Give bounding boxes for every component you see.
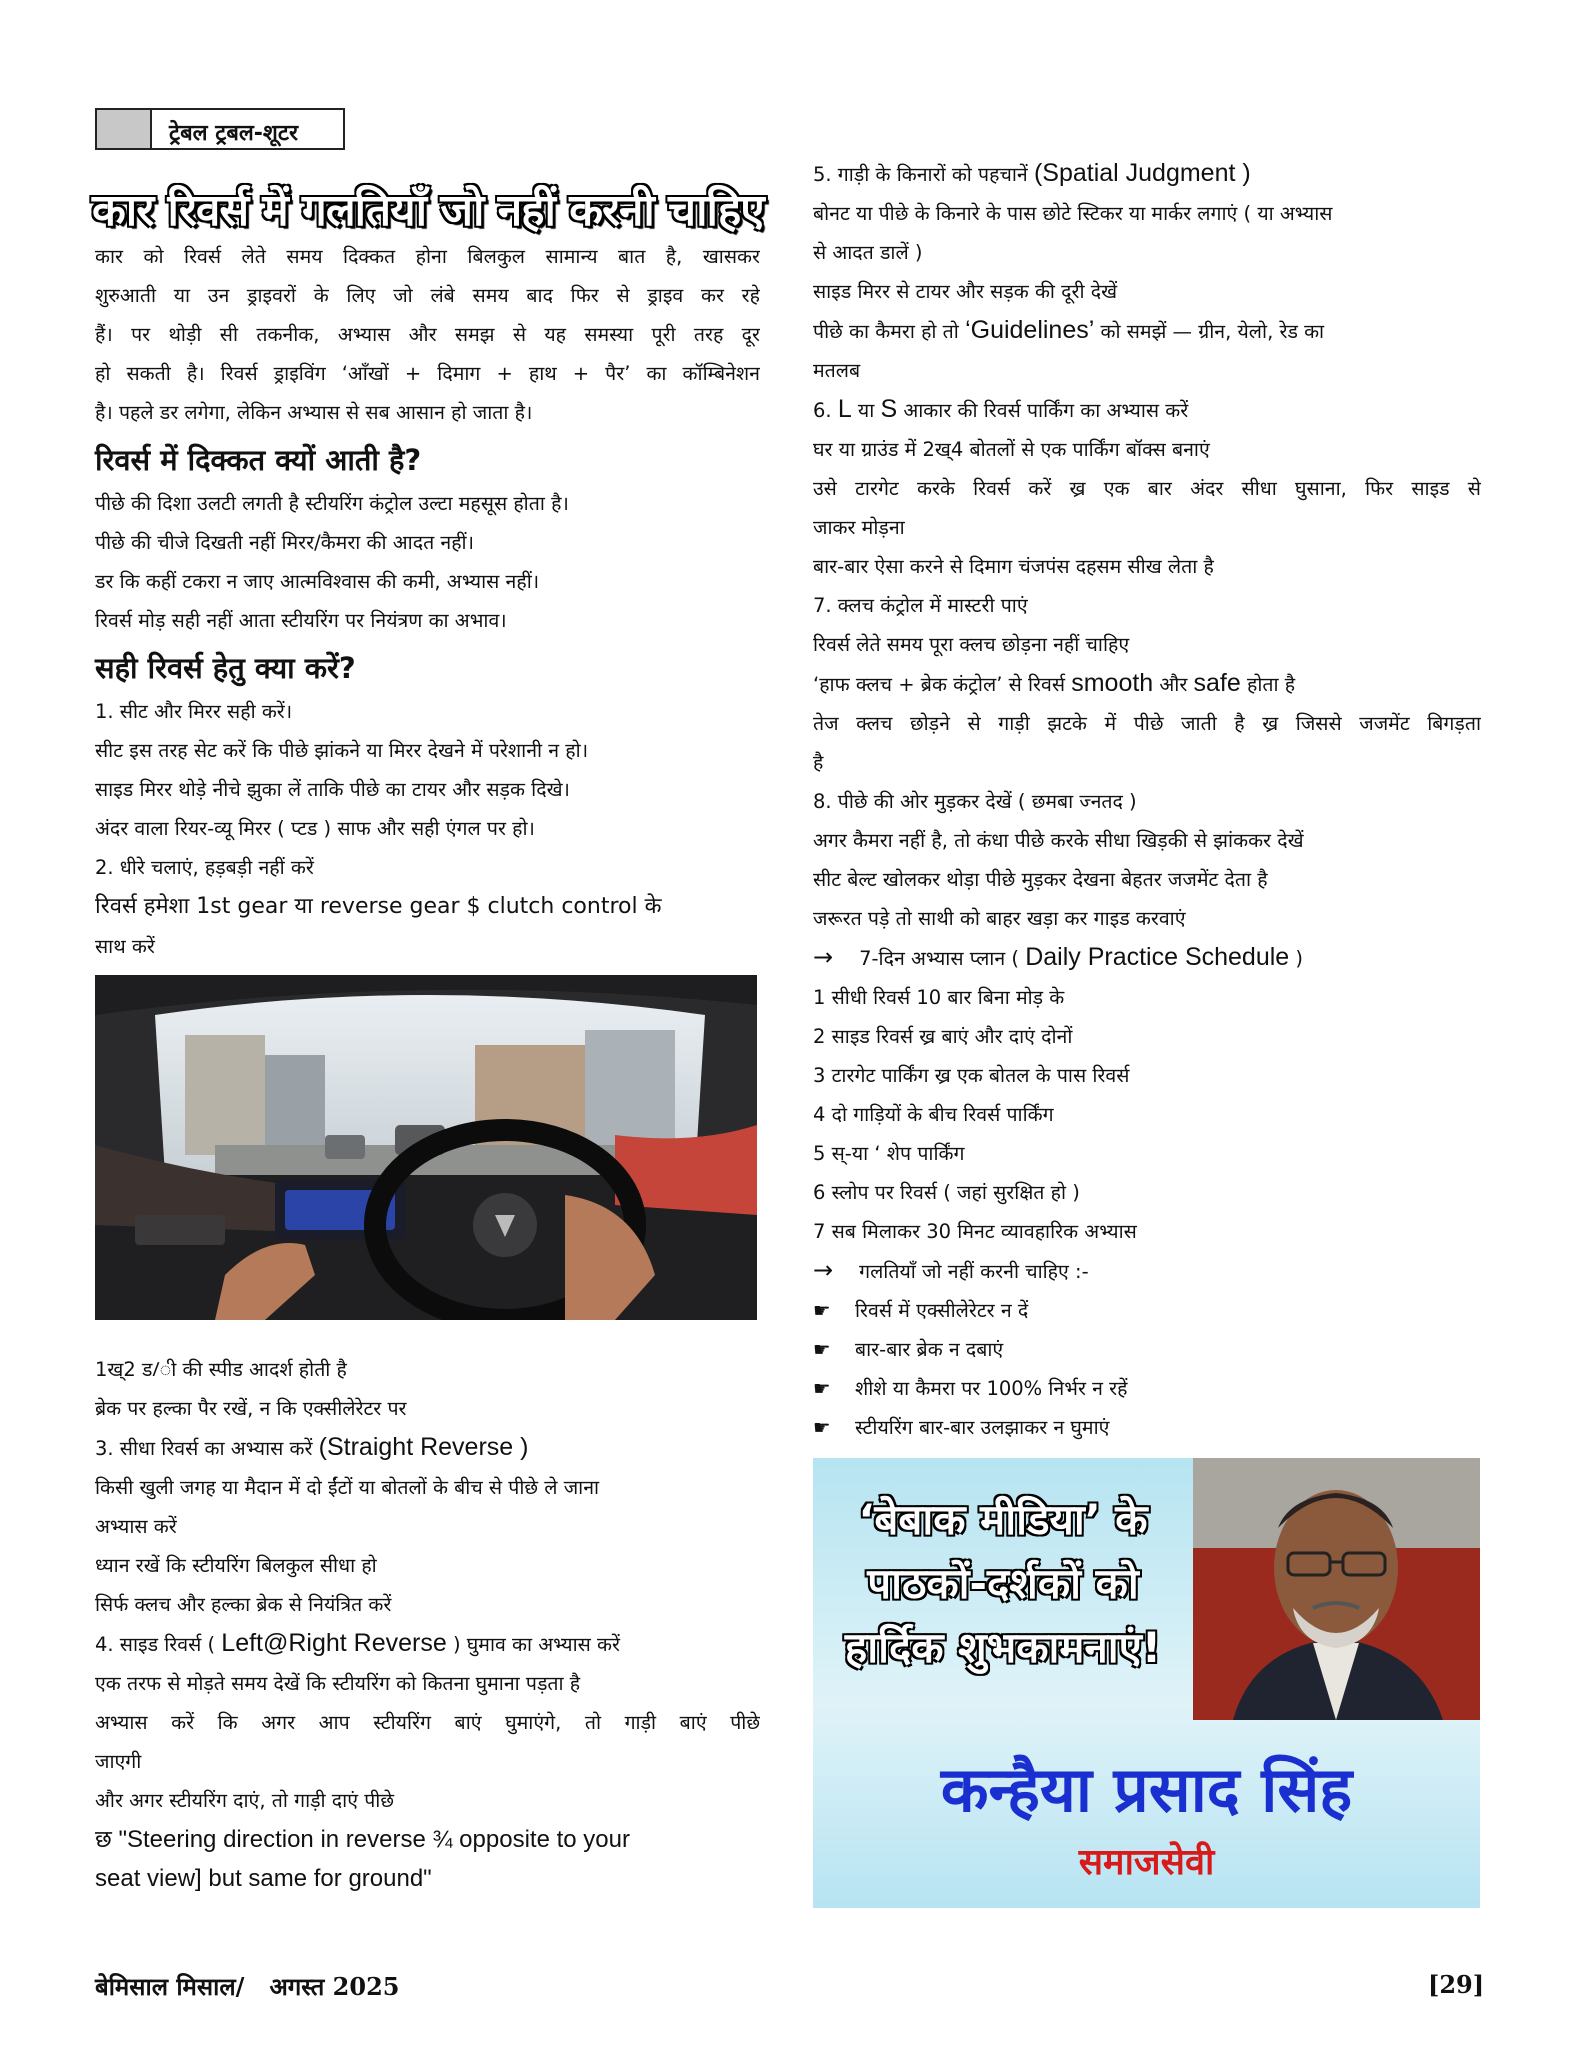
point-7-line-en2: safe: [1193, 669, 1241, 697]
footer-publication: बेमिसाल मिसाल/ अगस्त 2025: [95, 1972, 400, 2001]
section-tag-marker: [97, 110, 152, 148]
mistake-text: शीशे या कैमरा पर 100% निर्भर न रहें: [855, 1377, 1128, 1400]
mistakes-title: [813, 1251, 1481, 1291]
mistake-item: [813, 1330, 1481, 1369]
point-4-line: एक तरफ से मोड़ते समय देखें कि स्टीयरिंग को कितना घुमाना पड़ता है: [95, 1672, 581, 1695]
ad-greeting-line: पाठकों-दर्शकों को: [867, 1559, 1139, 1608]
point-7-line-b: और: [1153, 673, 1194, 696]
point-8-line: अगर कैमरा नहीं है, तो कंधा पीछे करके सीधा खिड़की से झांककर देखें: [813, 829, 1304, 852]
point-5-camera-en: ‘Guidelines’: [965, 316, 1095, 344]
point-4-title: [95, 1624, 760, 1664]
article-headline: कार रिवर्स में गलतियाँ जो नहीं करनी चाहिए: [92, 185, 764, 236]
portrait-photo: [1193, 1458, 1480, 1720]
point-7-line: है: [813, 751, 824, 774]
car-interior-photo: [95, 975, 757, 1320]
point-6-title-en: L: [837, 395, 852, 423]
left-column-lower: [95, 1350, 760, 1898]
point-5-title-hi: 5. गाड़ी के किनारों को पहचानें: [813, 163, 1034, 186]
plan-title-hi: 7-दिन अभ्यास प्लान (: [859, 947, 1026, 970]
point-8-title: 8. पीछे की ओर मुड़कर देखें ( छमबा ज्नतद ): [813, 790, 1137, 813]
point-7-line-c: होता है: [1240, 673, 1296, 696]
point-8-line: जरूरत पड़े तो साथी को बाहर खड़ा कर गाइड करवाएं: [813, 907, 1186, 930]
how-line: 2. धीरे चलाएं, हड़बड़ी नहीं करें: [95, 856, 314, 879]
point-4-title-en: Left@Right Reverse: [221, 1629, 447, 1657]
mistake-item: [813, 1291, 1481, 1330]
how-line: अंदर वाला रियर-व्यू मिरर ( प्टड ) साफ और सही एंगल पर हो।: [95, 817, 535, 840]
point-3-title: [95, 1428, 760, 1468]
plan-title-en: Daily Practice Schedule: [1025, 943, 1290, 971]
point-6-line: उसे टारगेट करके रिवर्स करें ख्र एक बार अंदर सीधा घुसाना, फिर साइड से: [813, 477, 1481, 500]
greeting-advertisement: [813, 1458, 1480, 1908]
point-5-title: [813, 154, 1481, 194]
arrow-right-icon: →: [813, 943, 834, 971]
point-7-line-a: ‘हाफ क्लच + ब्रेक कंट्रोल’ से रिवर्स: [813, 673, 1072, 696]
point-4-line: अभ्यास करें कि अगर आप स्टीयरिंग बाएं घुमाएंगे, तो गाड़ी बाएं पीछे: [95, 1711, 760, 1734]
intro-line: कार को रिवर्स लेते समय दिक्कत होना बिलकुल सामान्य बात है, खासकर: [95, 245, 760, 268]
point-8-line: सीट बेल्ट खोलकर थोड़ा पीछे मुड़कर देखना बेहतर जजमेंट देता है: [813, 868, 1268, 891]
how-line: सीट इस तरह सेट करें कि पीछे झांकने या मिरर देखने में परेशानी न हो।: [95, 739, 589, 762]
point-7-line: रिवर्स लेते समय पूरा क्लच छोड़ना नहीं चाहिए: [813, 633, 1130, 656]
left-column: [95, 237, 760, 966]
page-number: [29]: [1428, 1970, 1485, 1999]
plan-item: 3 टारगेट पार्किंग ख्र एक बोतल के पास रिवर्स: [813, 1064, 1130, 1087]
ad-greeting-line: ‘बेबाक मीडिया’ के: [858, 1495, 1148, 1544]
plan-title-end: ): [1289, 947, 1304, 970]
plan-item: 1 सीधी रिवर्स 10 बार बिना मोड़ के: [813, 986, 1065, 1009]
point-3-title-en: (Straight Reverse ): [318, 1433, 529, 1461]
plan-item: 7 सब मिलाकर 30 मिनट व्यावहारिक अभ्यास: [813, 1220, 1137, 1243]
point-5-camera: [813, 311, 1481, 351]
point-5-camera-b: को समझें — ग्रीन, येलो, रेड का: [1094, 320, 1325, 343]
point-5-line: मतलब: [813, 359, 861, 382]
section-tag-label: ट्रेबल ट्रबल-शूटर: [169, 121, 298, 146]
point-3-line: अभ्यास करें: [95, 1515, 177, 1538]
point-6-title: [813, 390, 1481, 430]
how-line: साइड मिरर थोड़े नीचे झुका लें ताकि पीछे का टायर और सड़क दिखे।: [95, 778, 570, 801]
point-5-title-en: (Spatial Judgment ): [1033, 159, 1251, 187]
point-7-line: तेज क्लच छोड़ने से गाड़ी झटके में पीछे जाती है ख्र जिससे जजमेंट बिगड़ता: [813, 712, 1481, 735]
how-line-big: रिवर्स हमेशा 1st gear या reverse gear $ clutch control के: [95, 894, 662, 919]
intro-line: शुरुआती या उन ड्राइवरों के लिए जो लंबे समय बाद फिर से ड्राइव कर रहे: [95, 284, 760, 307]
pointing-hand-icon: ☛: [813, 1416, 831, 1439]
point-3-line: ध्यान रखें कि स्टीयरिंग बिलकुल सीधा हो: [95, 1554, 377, 1577]
mistakes-title-text: गलतियाँ जो नहीं करनी चाहिए :-: [859, 1260, 1089, 1283]
plan-title: [813, 938, 1481, 978]
why-line: पीछे की दिशा उलटी लगती है स्टीयरिंग कंट्रोल उल्टा महसूस होता है।: [95, 492, 569, 515]
mistake-text: रिवर्स में एक्सीलेरेटर न दें: [855, 1299, 1029, 1322]
why-heading: रिवर्स में दिक्कत क्यों आती है?: [95, 443, 422, 477]
pointing-hand-icon: ☛: [813, 1338, 831, 1361]
point-4-quote: seat view] but same for ground": [95, 1865, 432, 1892]
point-6-title-en2: S: [880, 395, 898, 423]
point-6-line: बार-बार ऐसा करने से दिमाग चंजपंस दहसम सीख लेता है: [813, 555, 1214, 578]
how-line: 1. सीट और मिरर सही करें।: [95, 700, 293, 723]
ad-greeting: [813, 1488, 1193, 1680]
how-heading: सही रिवर्स हेतु क्या करें?: [95, 651, 356, 685]
plan-item: 5 स्-या ‘ शेप पार्किंग: [813, 1142, 965, 1165]
mistake-text: बार-बार ब्रेक न दबाएं: [855, 1338, 1004, 1361]
point-3-line: किसी खुली जगह या मैदान में दो ईंटों या बोतलों के बीच से पीछे ले जाना: [95, 1476, 600, 1499]
point-4-title-a: 4. साइड रिवर्स (: [95, 1633, 222, 1656]
point-6-title-b: या: [851, 399, 881, 422]
mistake-item: [813, 1369, 1481, 1408]
how-line-big: साथ करें: [95, 935, 155, 958]
point-5-line: से आदत डालें ): [813, 241, 923, 264]
point-7-line-en: smooth: [1071, 669, 1154, 697]
point-7-title: 7. क्लच कंट्रोल में मास्टरी पाएं: [813, 594, 1028, 617]
point-4-line: जाएगी: [95, 1750, 142, 1773]
point-6-title-c: आकार की रिवर्स पार्किंग का अभ्यास करें: [897, 399, 1189, 422]
intro-line: है। पहले डर लगेगा, लेकिन अभ्यास से सब आसान हो जाता है।: [95, 401, 533, 424]
pointing-hand-icon: ☛: [813, 1299, 831, 1322]
point-5-line: साइड मिरर से टायर और सड़क की दूरी देखें: [813, 280, 1118, 303]
plan-item: 2 साइड रिवर्स ख्र बाएं और दाएं दोनों: [813, 1025, 1073, 1048]
pointing-hand-icon: ☛: [813, 1377, 831, 1400]
ad-person-name: कन्हैया प्रसाद सिंह: [940, 1753, 1353, 1826]
mistake-text: स्टीयरिंग बार-बार उलझाकर न घुमाएं: [855, 1416, 1110, 1439]
point-4-title-b: ) घुमाव का अभ्यास करें: [446, 1633, 620, 1656]
right-column: [813, 154, 1481, 1447]
arrow-right-icon: →: [813, 1256, 834, 1284]
point-6-line: घर या ग्राउंड में 2ख्4 बोतलों से एक पार्किंग बॉक्स बनाएं: [813, 438, 1210, 461]
intro-line: हैं। पर थोड़ी सी तकनीक, अभ्यास और समझ से यह समस्या पूरी तरह दूर: [95, 323, 760, 346]
point-5-line: बोनट या पीछे के किनारे के पास छोटे स्टिकर या मार्कर लगाएं ( या अभ्यास: [813, 202, 1333, 225]
why-line: डर कि कहीं टकरा न जाए आत्मविश्वास की कमी, अभ्यास नहीं।: [95, 570, 540, 593]
point-3-title-hi: 3. सीधा रिवर्स का अभ्यास करें: [95, 1437, 319, 1460]
why-line: पीछे की चीजे दिखती नहीं मिरर/कैमरा की आदत नहीं।: [95, 531, 474, 554]
mistake-item: [813, 1408, 1481, 1447]
plan-item: 4 दो गाड़ियों के बीच रिवर्स पार्किंग: [813, 1103, 1054, 1126]
intro-line: हो सकती है। रिवर्स ड्राइविंग ‘आँखों + दिमाग + हाथ + पैर’ का कॉम्बिनेशन: [95, 362, 760, 385]
point-5-camera-a: पीछे का कैमरा हो तो: [813, 320, 966, 343]
point-7-line-mixed: [813, 664, 1481, 704]
speed-line: ब्रेक पर हल्का पैर रखें, न कि एक्सीलेरेटर पर: [95, 1397, 407, 1420]
point-6-title-a: 6.: [813, 399, 838, 422]
speed-line: 1ख्2 ड/ी की स्पीड आदर्श होती है: [95, 1358, 347, 1381]
why-line: रिवर्स मोड़ सही नहीं आता स्टीयरिंग पर नियंत्रण का अभाव।: [95, 609, 507, 632]
point-6-line: जाकर मोड़ना: [813, 516, 905, 539]
ad-greeting-line: हार्दिक शुभकामनाएं!: [844, 1623, 1162, 1672]
section-tag: [95, 108, 345, 150]
point-3-line: सिर्फ क्लच और हल्का ब्रेक से नियंत्रित करें: [95, 1593, 392, 1616]
ad-person-role: समाजसेवी: [1078, 1842, 1215, 1883]
plan-item: 6 स्लोप पर रिवर्स ( जहां सुरक्षित हो ): [813, 1181, 1080, 1204]
point-4-quote: छ "Steering direction in reverse ¾ opposite to your: [95, 1826, 630, 1853]
point-4-line: और अगर स्टीयरिंग दाएं, तो गाड़ी दाएं पीछे: [95, 1789, 394, 1812]
